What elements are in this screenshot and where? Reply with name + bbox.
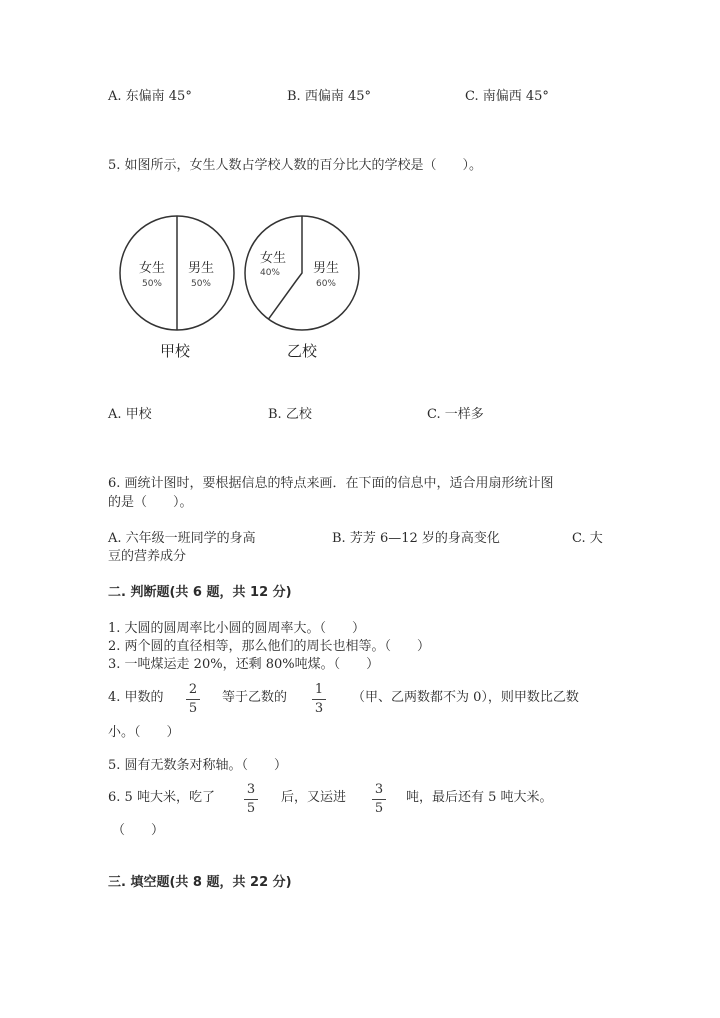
- pie-jia-girls-value: 50%: [141, 279, 163, 289]
- fraction-numerator: 2: [188, 682, 198, 697]
- judge-q4-line2: 小。（ ）: [108, 725, 180, 740]
- fraction-bar: [312, 699, 326, 700]
- q6-option-b[interactable]: B. 芳芳 6—12 岁的身高变化: [332, 531, 500, 546]
- judge-q6-line2: （ ）: [112, 823, 165, 838]
- pie-yi-girls-label: 女生: [259, 251, 287, 266]
- judge-q4-fraction-1: [186, 682, 200, 717]
- judge-q4-part1: 4. 甲数的: [108, 690, 164, 705]
- pie-jia-girls-label: 女生: [138, 261, 166, 276]
- fraction-denominator: 3: [314, 701, 324, 716]
- pie-yi-title: 乙校: [286, 342, 318, 360]
- section2-heading: 二. 判断题(共 6 题，共 12 分): [108, 585, 292, 600]
- pie-jia-boys-value: 50%: [190, 279, 212, 289]
- fraction-numerator: 3: [246, 782, 256, 797]
- q6-question-line2: 的是（ ）。: [108, 495, 193, 510]
- fraction-bar: [186, 699, 200, 700]
- pie-yi-boys-value: 60%: [315, 279, 337, 289]
- fraction-bar: [372, 799, 386, 800]
- judge-q4-part3: （甲、乙两数都不为 0），则甲数比乙数: [352, 690, 579, 705]
- pie-jia-title: 甲校: [159, 342, 191, 360]
- q6-option-a[interactable]: A. 六年级一班同学的身高: [108, 531, 256, 546]
- pie-yi-girls-value: 40%: [259, 268, 281, 278]
- q5-option-a[interactable]: A. 甲校: [108, 407, 152, 422]
- q4-option-a[interactable]: A. 东偏南 45°: [108, 89, 192, 104]
- judge-q4-fraction-2: [312, 682, 326, 717]
- q5-question-text: 5. 如图所示，女生人数占学校人数的百分比大的学校是（ ）。: [108, 158, 483, 173]
- judge-q6-fraction-1: [244, 782, 258, 817]
- judge-q5: 5. 圆有无数条对称轴。（ ）: [108, 758, 288, 773]
- judge-q6-part2: 后，又运进: [281, 790, 347, 805]
- judge-q4-part2: 等于乙数的: [222, 690, 288, 705]
- q6-option-c[interactable]: C. 大: [572, 531, 603, 546]
- judge-q2: 2. 两个圆的直径相等，那么他们的周长也相等。（ ）: [108, 639, 431, 654]
- judge-q1: 1. 大圆的圆周率比小圆的圆周率大。（ ）: [108, 621, 366, 636]
- judge-q6-part1: 6. 5 吨大米，吃了: [108, 790, 215, 805]
- judge-q6-fraction-2: [372, 782, 386, 817]
- q6-question-line1: 6. 画统计图时，要根据信息的特点来画．在下面的信息中，适合用扇形统计图: [108, 476, 554, 491]
- q5-pie-charts: [110, 205, 380, 365]
- judge-q3: 3. 一吨煤运走 20%，还剩 80%吨煤。（ ）: [108, 657, 380, 672]
- fraction-bar: [244, 799, 258, 800]
- section3-heading: 三. 填空题(共 8 题，共 22 分): [108, 875, 292, 890]
- fraction-numerator: 3: [374, 782, 384, 797]
- pie-yi-boys-label: 男生: [312, 261, 340, 276]
- q4-option-c[interactable]: C. 南偏西 45°: [465, 89, 549, 104]
- fraction-numerator: 1: [314, 682, 324, 697]
- q5-option-b[interactable]: B. 乙校: [268, 407, 312, 422]
- q5-option-c[interactable]: C. 一样多: [427, 407, 484, 422]
- q4-option-b[interactable]: B. 西偏南 45°: [287, 89, 371, 104]
- fraction-denominator: 5: [374, 801, 384, 816]
- fraction-denominator: 5: [246, 801, 256, 816]
- fraction-denominator: 5: [188, 701, 198, 716]
- q6-option-c-continued: 豆的营养成分: [108, 549, 187, 564]
- pie-jia-boys-label: 男生: [187, 261, 215, 276]
- judge-q6-part3: 吨，最后还有 5 吨大米。: [406, 790, 553, 805]
